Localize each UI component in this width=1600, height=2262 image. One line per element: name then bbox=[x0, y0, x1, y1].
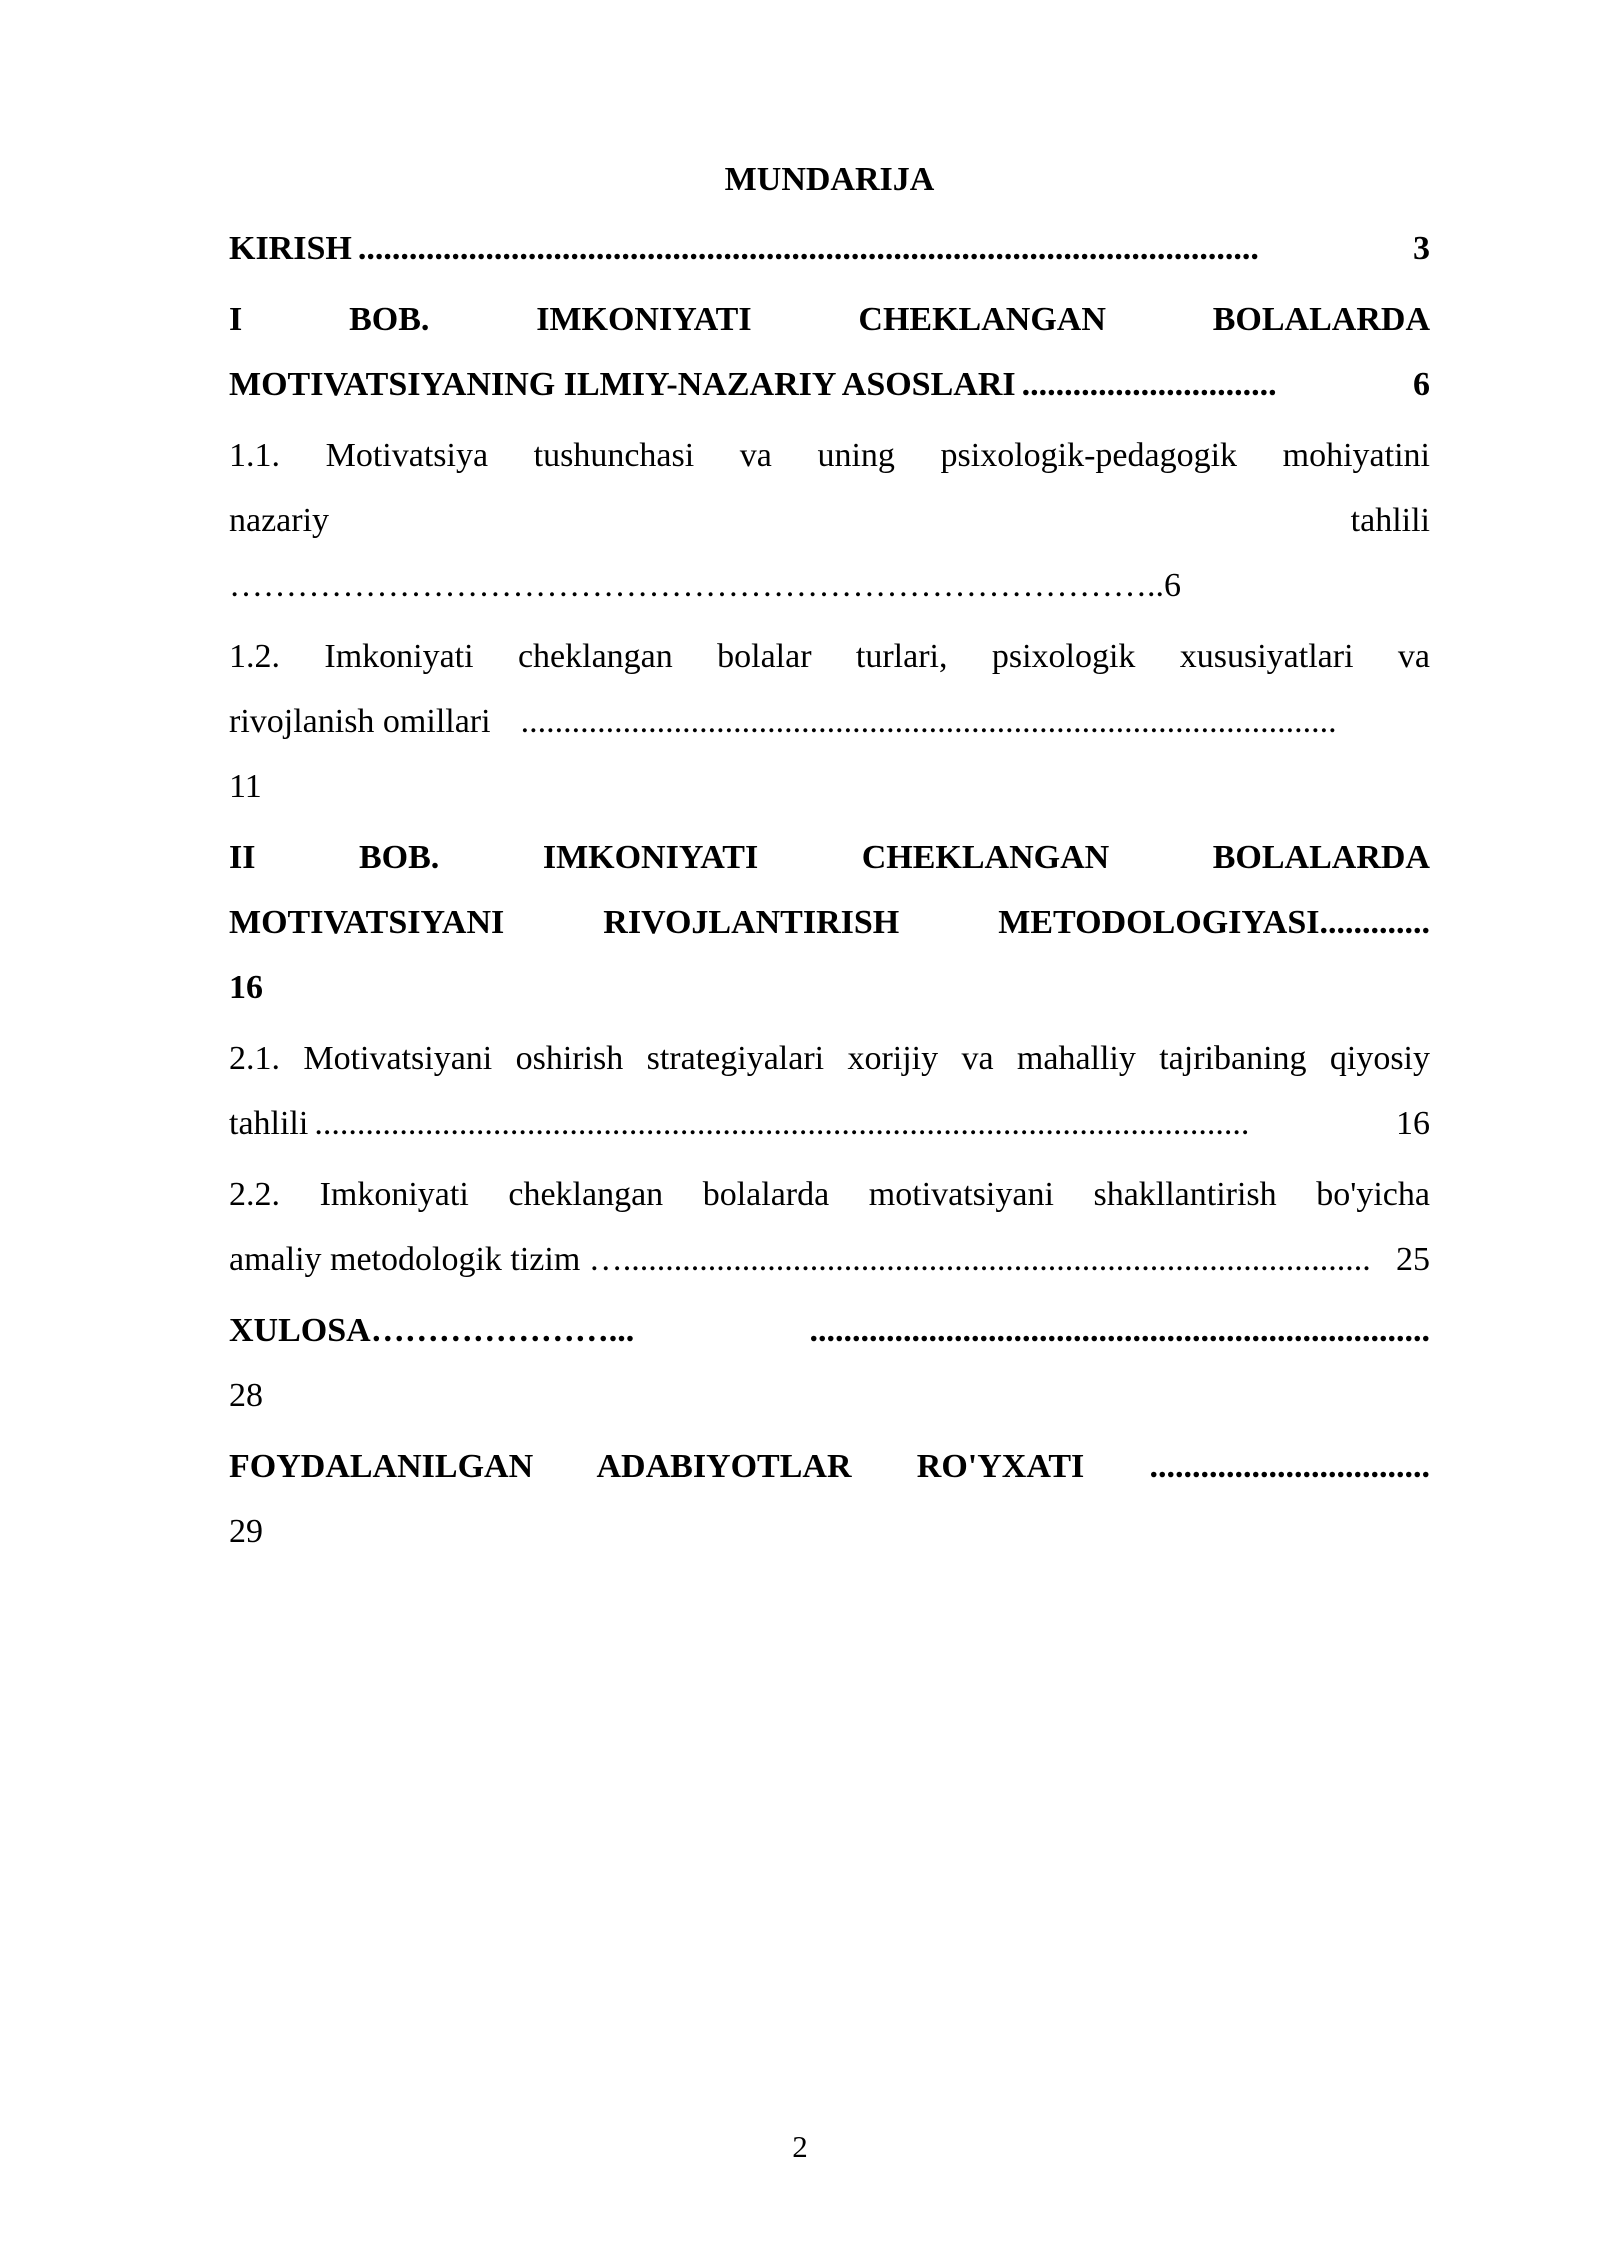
toc-entry-label: KIRISH bbox=[229, 230, 352, 267]
toc-entry-section-2-1 bbox=[229, 1026, 1430, 1156]
toc-entry-chapter-1 bbox=[229, 287, 1430, 417]
toc-entry-label: MOTIVATSIYANING ILMIY-NAZARIY ASOSLARI bbox=[229, 366, 1016, 403]
toc-entry-line: FOYDALANILGAN ADABIYOTLAR RO'YXATI ................................. bbox=[229, 1448, 1430, 1485]
toc-entry-label: tahlili bbox=[229, 1105, 309, 1142]
toc-entry-line: 2.1. Motivatsiyani oshirish strategiyalari xorijiy va mahalliy tajribaning qiyosiy bbox=[229, 1040, 1430, 1077]
toc-leader-dots: ........................................................................................ bbox=[622, 1241, 1371, 1278]
toc-entry-line: ………………………………………………………………………..6 bbox=[229, 567, 1181, 604]
toc-entry-xulosa bbox=[229, 1298, 1430, 1428]
toc-page-number: 28 bbox=[229, 1377, 263, 1414]
toc-entry-line: 1.2. Imkoniyati cheklangan bolalar turlari, psixologik xususiyatlari va bbox=[229, 638, 1430, 675]
toc-page-number: 6 bbox=[1413, 366, 1430, 403]
toc-entry-line: II BOB. IMKONIYATI CHEKLANGAN BOLALARDA bbox=[229, 839, 1430, 876]
toc-entry-section-2-2 bbox=[229, 1162, 1430, 1292]
toc-entry-chapter-2 bbox=[229, 825, 1430, 1020]
footer-page-number: 2 bbox=[792, 2129, 808, 2164]
toc-page-number: 3 bbox=[1413, 230, 1430, 267]
toc-page-number: 29 bbox=[229, 1513, 263, 1550]
toc-entry-section-1-1 bbox=[229, 423, 1430, 618]
toc-title: MUNDARIJA bbox=[724, 161, 935, 198]
toc-entry-kirish bbox=[229, 216, 1430, 281]
toc-leader-dots: .......................................................................................................... bbox=[357, 230, 1259, 267]
toc-leader-dots: .............................................................................................................. bbox=[314, 1105, 1250, 1142]
toc-entry-line: MOTIVATSIYANI RIVOJLANTIRISH METODOLOGIYASI............. bbox=[229, 904, 1430, 941]
toc-entry-line: nazariy tahlili bbox=[229, 502, 1430, 539]
toc-entry-label: amaliy metodologik tizim … bbox=[229, 1241, 623, 1278]
toc-leader-dots: ................................................................................................ bbox=[520, 703, 1337, 740]
toc-entry-line: 1.1. Motivatsiya tushunchasi va uning psixologik-pedagogik mohiyatini bbox=[229, 437, 1430, 474]
toc-entry-label: rivojlanish omillari bbox=[229, 703, 491, 740]
toc-page-number: 16 bbox=[229, 969, 263, 1006]
toc-entry-adabiyotlar bbox=[229, 1434, 1430, 1564]
table-of-contents bbox=[229, 150, 1430, 1570]
toc-entry-line: XULOSA…………………... ......................................................................... bbox=[229, 1312, 1430, 1349]
toc-entry-section-1-2 bbox=[229, 624, 1430, 819]
toc-page-number: 11 bbox=[229, 768, 262, 805]
toc-page-number: 16 bbox=[1396, 1105, 1430, 1142]
toc-page-number: 25 bbox=[1396, 1241, 1430, 1278]
toc-entry-line: 2.2. Imkoniyati cheklangan bolalarda motivatsiyani shakllantirish bo'yicha bbox=[229, 1176, 1430, 1213]
toc-leader-dots: .............................. bbox=[1021, 366, 1277, 403]
toc-entry-line: I BOB. IMKONIYATI CHEKLANGAN BOLALARDA bbox=[229, 301, 1430, 338]
